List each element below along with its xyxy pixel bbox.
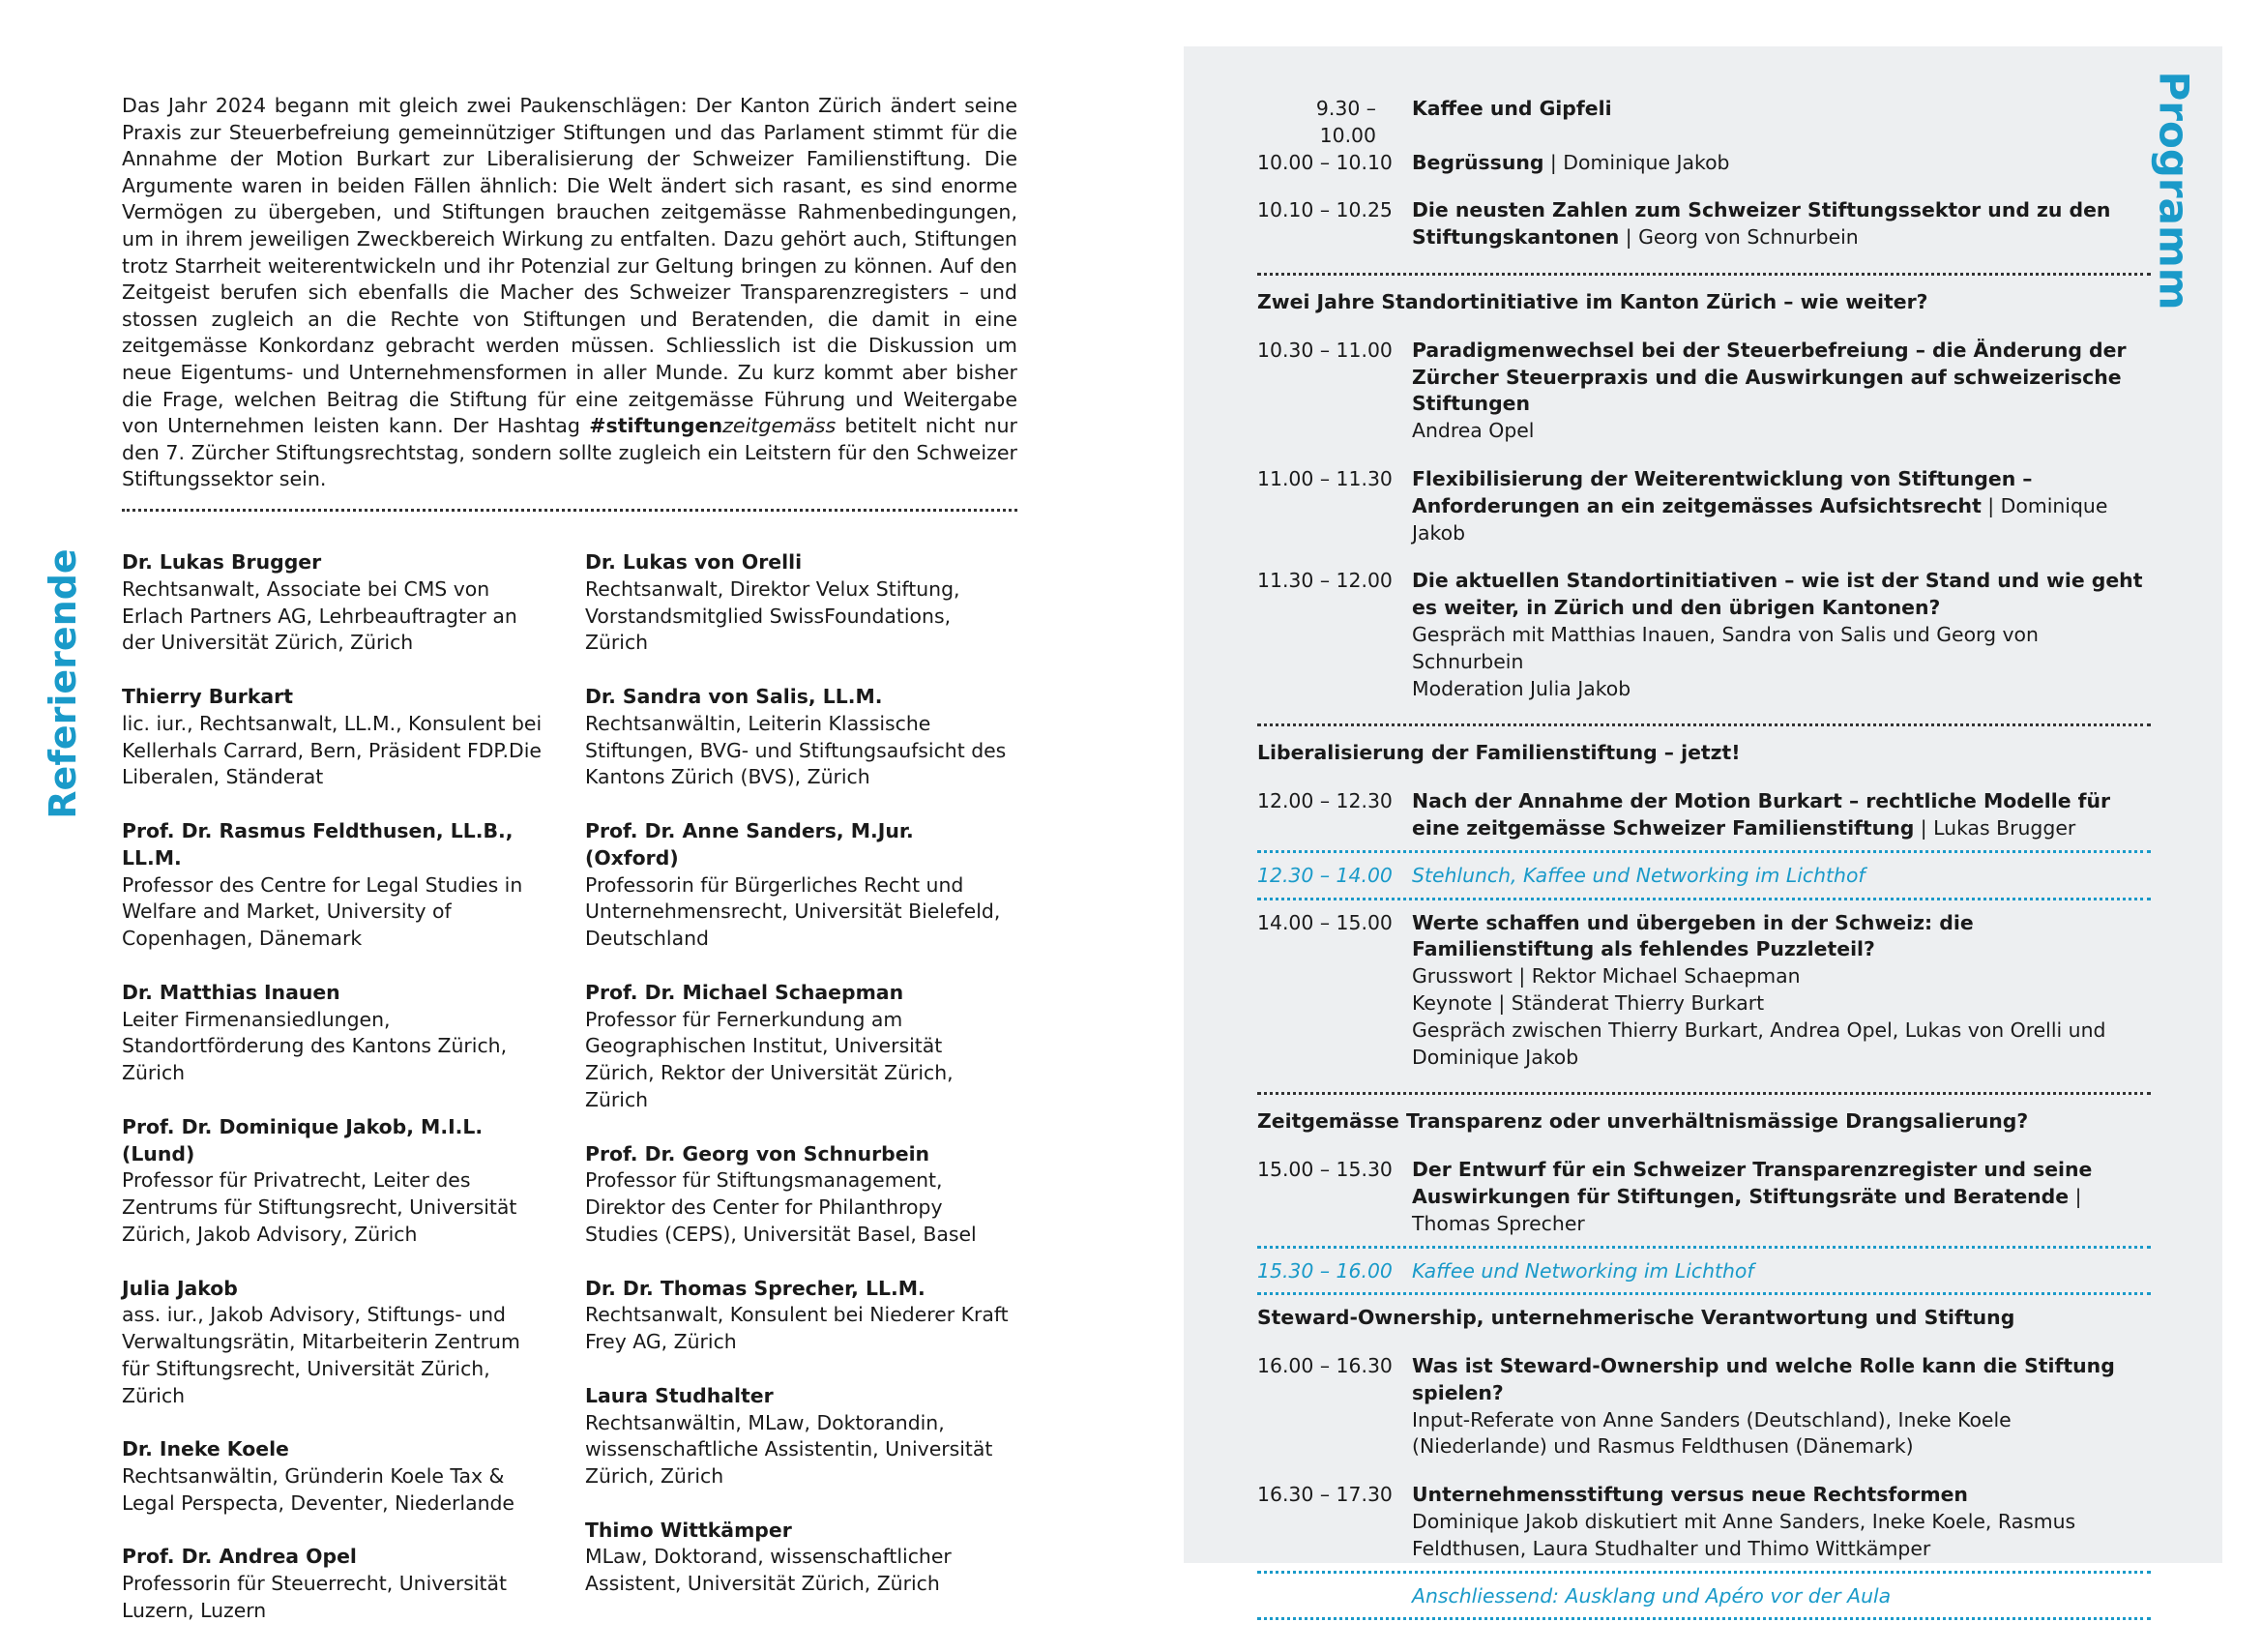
time: 10.00 – 10.10 [1257,150,1393,174]
speaker-name: Dr. Matthias Inauen [122,980,340,1004]
section-title: Zwei Jahre Standortinitiative im Kanton Zürich – wie weiter? [1257,289,1928,313]
speaker-entry [122,1436,547,1517]
speaker-description: Professorin für Steuerrecht, Universität Luzern, Luzern [122,1572,508,1623]
speaker-entry [122,818,547,953]
speaker-entry [585,818,1011,953]
speaker-description: Rechtsanwältin, Leiterin Klassische Stiftungen, BVG- und Stiftungsaufsicht des Kantons Zürich (BVS), Zürich [585,711,1007,789]
intro-paragraph [122,93,1017,493]
divider-blue [1257,850,2151,853]
speaker-entry [585,980,1011,1114]
program-item: 10.10 – 10.25 Die neusten Zahlen zum Schweizer Stiftungssektor und zu den Stiftungskantonen | Georg von Schnurbein [1257,197,2151,251]
speaker-name: Dr. Ineke Koele [122,1437,289,1461]
speaker-entry [585,549,1011,657]
section-heading-program [2147,71,2201,310]
speaker-entry [585,684,1011,791]
divider-blue [1257,1617,2151,1620]
title: Begrüssung [1412,150,1544,174]
detail: Andrea Opel [1412,419,1535,443]
speaker-name: Dr. Lukas Brugger [122,550,322,574]
speaker-name: Prof. Dr. Michael Schaepman [585,980,904,1004]
title: Die neusten Zahlen zum Schweizer Stiftungssektor und zu den Stiftungskantonen [1412,198,2111,250]
speaker-name: Julia Jakob [122,1276,238,1300]
detail: Moderation Julia Jakob [1412,676,1631,700]
break-item [1257,1258,2151,1285]
title: Unternehmensstiftung versus neue Rechtsformen [1412,1483,1968,1507]
section-title: Zeitgemässe Transparenz oder unverhältnismässige Drangsalierung? [1257,1109,2029,1134]
detail: Keynote | Ständerat Thierry Burkart [1412,990,1765,1015]
speaker-name: Dr. Sandra von Salis, LL.M. [585,684,883,708]
divider-blue [1257,1571,2151,1574]
speaker-description: Leiter Firmenansiedlungen, Standortförderung des Kantons Zürich, Zürich [122,1007,508,1085]
break-text: Kaffee und Networking im Lichthof [1412,1258,1754,1283]
title: Was ist Steward-Ownership und welche Rolle kann die Stiftung spielen? [1412,1354,2115,1404]
time: 10.30 – 11.00 [1257,338,1393,362]
speaker-name: Prof. Dr. Anne Sanders, M.Jur. (Oxford) [585,818,914,870]
program-list [1257,96,2151,1630]
program-item: 11.00 – 11.30 Flexibilisierung der Weiterentwicklung von Stiftungen – Anforderungen an ein zeitgemässes Aufsichtsrecht | Dominique Jakob [1257,466,2151,546]
program-item [1257,96,2151,150]
time: 11.00 – 11.30 [1257,466,1393,490]
title: Der Entwurf für ein Schweizer Transparenzregister und seine Auswirkungen für Stiftungen, Stiftungsräte und Beratende [1412,1158,2093,1208]
title: Die aktuellen Standortinitiativen – wie ist der Stand und wie geht es weiter, in Zürich und den übrigen Kantonen? [1412,569,2143,620]
divider-blue [1257,898,2151,900]
speaker-entry [122,1276,547,1410]
intro-text-end: betitelt nicht nur den 7. Zürcher Stiftungsrechtstag, sondern sollte zugleich ein Leitstern für den Schweizer Stiftungssektor sein. [122,414,1017,491]
speaker-entry [122,980,547,1087]
speaker: Georg von Schnurbein [1638,225,1859,250]
speaker-name: Dr. Lukas von Orelli [585,550,803,574]
detail: Input-Referate von Anne Sanders (Deutschland), Ineke Koele (Niederlande) und Rasmus Feldthusen (Dänemark) [1412,1407,2012,1459]
detail: Grusswort | Rektor Michael Schaepman [1412,964,1801,988]
speaker-name: Thimo Wittkämper [585,1518,792,1542]
detail: Dominique Jakob diskutiert mit Anne Sanders, Ineke Koele, Rasmus Feldthusen, Laura Studhalter und Thimo Wittkämper [1412,1510,2076,1560]
speaker-description: Rechtsanwalt, Direktor Velux Stiftung, Vorstandsmitglied SwissFoundations, Zürich [585,576,960,655]
time: 15.00 – 15.30 [1257,1158,1393,1182]
speaker-entry [585,1518,1011,1598]
closing-item [1257,1583,2151,1610]
time: 15.30 – 16.00 [1257,1258,1393,1283]
title: Werte schaffen und übergeben in der Schweiz: die Familienstiftung als fehlendes Puzzleteil? [1412,910,1974,961]
divider [1257,723,2151,726]
speaker-description: lic. iur., Rechtsanwalt, LL.M., Konsulent bei Kellerhals Carrard, Bern, Präsident FDP.Die Liberalen, Ständerat [122,711,543,789]
speaker-description: ass. iur., Jakob Advisory, Stiftungs- und Verwaltungsrätin, Mitarbeiterin Zentrum für Stiftungsrecht, Universität Zürich, Zürich [122,1303,520,1407]
heading-text: Programm [2150,71,2198,310]
divider-blue [1257,1292,2151,1295]
time: 12.30 – 14.00 [1257,863,1393,887]
speaker-description: Rechtsanwältin, MLaw, Doktorandin, wissenschaftliche Assistentin, Universität Zürich, Zürich [585,1410,993,1489]
speaker: Dominique Jakob [1563,150,1730,174]
program-item [1257,338,2151,445]
speaker-description: Professorin für Bürgerliches Recht und Unternehmensrecht, Universität Bielefeld, Deutschland [585,872,1001,951]
speaker-name: Dr. Dr. Thomas Sprecher, LL.M. [585,1276,925,1300]
speakers-column-left [122,549,547,1652]
speaker-description: Rechtsanwältin, Gründerin Koele Tax & Legal Perspecta, Deventer, Niederlande [122,1464,514,1515]
break-text: Stehlunch, Kaffee und Networking im Lichthof [1412,863,1865,887]
program-item: 10.00 – 10.10 Begrüssung | Dominique Jakob [1257,150,2151,177]
detail: Gespräch zwischen Thierry Burkart, Andrea Opel, Lukas von Orelli und Dominique Jakob [1412,1018,2106,1069]
time: 12.00 – 12.30 [1257,789,1393,813]
time: 10.10 – 10.25 [1257,198,1393,222]
time: 11.30 – 12.00 [1257,569,1393,593]
speaker-description: Professor für Stiftungsmanagement, Direktor des Center for Philanthropy Studies (CEPS), Universität Basel, Basel [585,1168,977,1246]
time: 16.30 – 17.30 [1257,1483,1393,1507]
section-title: Steward-Ownership, unternehmerische Verantwortung und Stiftung [1257,1306,2015,1330]
title: Kaffee und Gipfeli [1412,97,1612,120]
speaker-name: Prof. Dr. Andrea Opel [122,1545,357,1569]
speaker-entry [585,1141,1011,1249]
speaker-name: Prof. Dr. Rasmus Feldthusen, LL.B., LL.M. [122,818,514,870]
program-item [1257,1353,2151,1460]
program-item: 15.00 – 15.30 Der Entwurf für ein Schweizer Transparenzregister und seine Auswirkungen für Stiftungen, Stiftungsräte und Beratende | Thomas Sprecher [1257,1157,2151,1237]
speakers-column-right [585,549,1011,1625]
speaker: Dominique Jakob [1412,493,2108,545]
speaker-entry [122,1114,547,1249]
time-empty [1257,1583,1412,1610]
speaker-description: MLaw, Doktorand, wissenschaftlicher Assistent, Universität Zürich, Zürich [585,1545,952,1596]
speaker-entry [122,1544,547,1624]
speaker-description: Professor für Privatrecht, Leiter des Zentrums für Stiftungsrecht, Universität Zürich, Jakob Advisory, Zürich [122,1168,517,1246]
divider [122,509,1017,512]
time: 14.00 – 15.00 [1257,910,1393,934]
hashtag-italic: zeitgemäss [722,414,837,438]
title: Flexibilisierung der Weiterentwicklung von Stiftungen – Anforderungen an ein zeitgemässes Aufsichtsrecht [1412,466,2033,517]
closing-text: Anschliessend: Ausklang und Apéro vor der Aula [1412,1583,1892,1608]
time: 16.00 – 16.30 [1257,1354,1393,1378]
speaker-name: Prof. Dr. Georg von Schnurbein [585,1141,930,1165]
program-item: 12.00 – 12.30 Nach der Annahme der Motion Burkart – rechtliche Modelle für eine zeitgemässe Schweizer Familienstiftung | Lukas Brugger [1257,788,2151,842]
speaker-description: Rechtsanwalt, Associate bei CMS von Erlach Partners AG, Lehrbeauftragter an der Universität Zürich, Zürich [122,576,517,655]
program-item [1257,568,2151,702]
hashtag-bold: #stiftungen [589,414,723,438]
break-item [1257,863,2151,890]
speaker: Thomas Sprecher [1412,1211,1585,1235]
section-heading-speakers [39,548,87,819]
divider-blue [1257,1246,2151,1249]
speaker-description: Rechtsanwalt, Konsulent bei Niederer Kraft Frey AG, Zürich [585,1303,1009,1354]
divider [1257,273,2151,276]
time: 9.30 – 10.00 [1315,97,1376,147]
detail: Gespräch mit Matthias Inauen, Sandra von Salis und Georg von Schnurbein [1412,622,2039,673]
title: Nach der Annahme der Motion Burkart – rechtliche Modelle für eine zeitgemässe Schweizer Familienstiftung [1412,789,2111,840]
speaker-name: Thierry Burkart [122,684,293,708]
speaker-description: Professor des Centre for Legal Studies in Welfare and Market, University of Copenhagen, Dänemark [122,872,523,951]
speaker-entry [585,1276,1011,1356]
section-title: Liberalisierung der Familienstiftung – jetzt! [1257,741,1741,765]
intro-text: Das Jahr 2024 begann mit gleich zwei Paukenschlägen: Der Kanton Zürich ändert seine Praxis zur Steuerbefreiung gemeinnütziger Stiftungen und das Parlament stimmt für die Annahme der Motion Burkart zur Liberalisierung der Schweizer Familienstiftung. Die Argumente waren in beiden Fällen ähnlich: Die Welt ändert sich rasant, es sind enorme Vermögen zu übergeben, und Stiftungen brauchen zeitgemässe Rahmenbedingungen, um in ihrem jeweiligen Zweckbereich Wirkung zu entfalten. Dazu gehört auch, Stiftungen trotz Starrheit weiterentwickeln und ihr Potenzial zur Geltung bringen zu können. Auf den Zeitgeist berufen sich ebenfalls die Macher des Schweizer Transparenzregisters – und stossen zugleich an die Rechte von Stiftungen und Beratenden, die damit in eine zeitgemässe Konkordanz gebracht werden müssen. Schliesslich ist die Diskussion um neue Eigentums- und Unternehmensformen in aller Munde. Zu kurz kommt aber bisher die Frage, welchen Beitrag die Stiftung für eine zeitgemässe Führung und Weitergabe von Unternehmen leisten kann. Der Hashtag [122,94,1017,438]
speaker-description: Professor für Fernerkundung am Geographischen Institut, Universität Zürich, Rektor der Universität Zürich, Zürich [585,1007,954,1111]
speaker-entry [585,1383,1011,1490]
title: Paradigmenwechsel bei der Steuerbefreiung – die Änderung der Zürcher Steuerpraxis und die Auswirkungen auf schweizerische Stiftungen [1412,338,2127,416]
speaker-entry [122,549,547,657]
program-item [1257,1482,2151,1562]
heading-text: Referierende [42,548,84,819]
speaker-name: Laura Studhalter [585,1383,774,1407]
divider [1257,1092,2151,1095]
speaker-name: Prof. Dr. Dominique Jakob, M.I.L. (Lund) [122,1114,484,1165]
program-item [1257,910,2151,1072]
speaker: Lukas Brugger [1933,815,2076,840]
speaker-entry [122,684,547,791]
